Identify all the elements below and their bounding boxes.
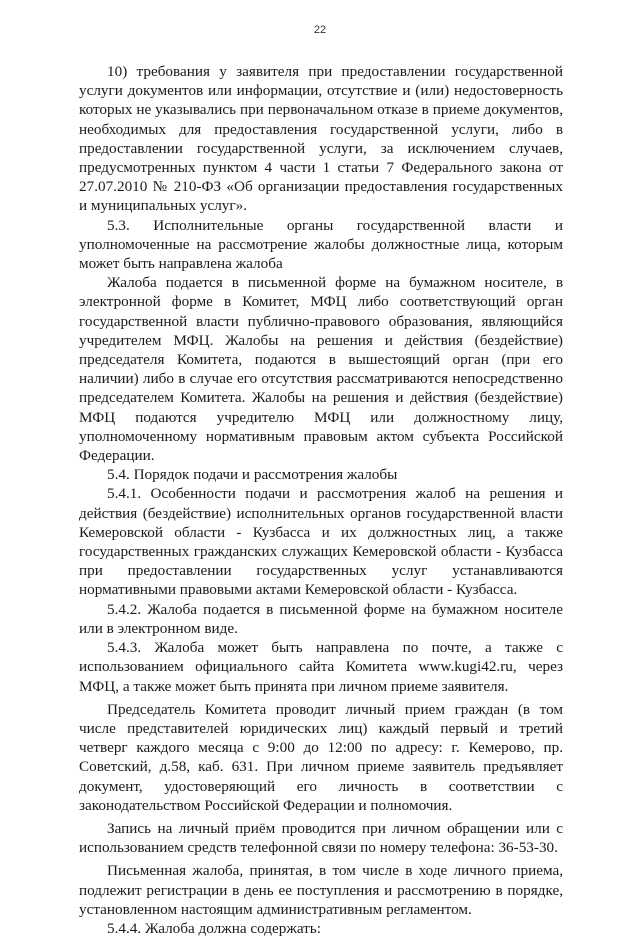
paragraph-section-5-4-2: 5.4.2. Жалоба подается в письменной форме на бумажном носителе или в электронном виде.	[79, 600, 563, 637]
paragraph-section-5-4-1: 5.4.1. Особенности подачи и рассмотрения жалоб на решения и действия (бездействие) исполнительных органов государственной власти Кемеровской области - Кузбасса и их должностных лиц, а также государственных гражданских служащих Кемеровской области - Кузбасса при предоставлении государственных услуг устанавливаются нормативными правовыми актами Кемеровской области - Кузбасса.	[79, 485, 563, 599]
paragraph-personal-reception: Председатель Комитета проводит личный прием граждан (в том числе представителей юридических лиц) каждый первый и третий четверг каждого месяца с 9:00 до 12:00 по адресу: г. Кемерово, пр. Советский, д.58, каб. 631. При личном приеме заявитель предъявляет документ, удостоверяющий его личность в соответствии с законодательством Российской Федерации и полномочия.	[79, 700, 563, 814]
paragraph-section-5-3: 5.3. Исполнительные органы государственной власти и уполномоченные на рассмотрение жалобы должностные лица, которым может быть направлена жалоба	[79, 216, 563, 273]
paragraph-appointment: Запись на личный приём проводится при личном обращении или с использованием средств телефонной связи по номеру телефона: 36-53-30.	[79, 819, 563, 857]
paragraph-complaint-submission: Жалоба подается в письменной форме на бумажном носителе, в электронной форме в Комитет, МФЦ либо соответствующий орган государственной власти публично-правового образования, являющийся учредителем МФЦ. Жалобы на решения и действия (бездействие) председателя Комитета, подаются в вышестоящий орган (при его наличии) либо в случае его отсутствия рассматриваются непосредственно председателем Комитета. Жалобы на решения и действия (бездействие) МФЦ подаются учредителю МФЦ или должностному лицу, уполномоченному нормативным правовым актом субъекта Российской Федерации.	[79, 274, 563, 465]
paragraph-item-10: 10) требования у заявителя при предоставлении государственной услуги документов или информации, отсутствие и (или) недостоверность которых не указывались при первоначальном отказе в приеме документов, необходимых для предоставления государственной услуги, либо в предоставлении государственной услуги, за исключением случаев, предусмотренных пунктом 4 части 1 статьи 7 Федерального закона от 27.07.2010 № 210-ФЗ «Об организации предоставления государственных и муниципальных услуг».	[79, 63, 563, 215]
paragraph-section-5-4-3: 5.4.3. Жалоба может быть направлена по почте, а также с использованием официального сайта Комитета www.kugi42.ru, через МФЦ, а также может быть принята при личном приеме заявителя.	[79, 639, 563, 695]
paragraph-section-5-4-4: 5.4.4. Жалоба должна содержать:	[107, 919, 321, 937]
paragraph-section-5-4: 5.4. Порядок подачи и рассмотрения жалобы	[107, 466, 398, 484]
paragraph-registration: Письменная жалоба, принятая, в том числе в ходе личного приема, подлежит регистрации в день ее поступления и рассмотрению в порядке, установленном настоящим административным регламентом.	[79, 862, 563, 918]
page-number: 22	[313, 24, 327, 36]
document-body	[79, 62, 563, 938]
